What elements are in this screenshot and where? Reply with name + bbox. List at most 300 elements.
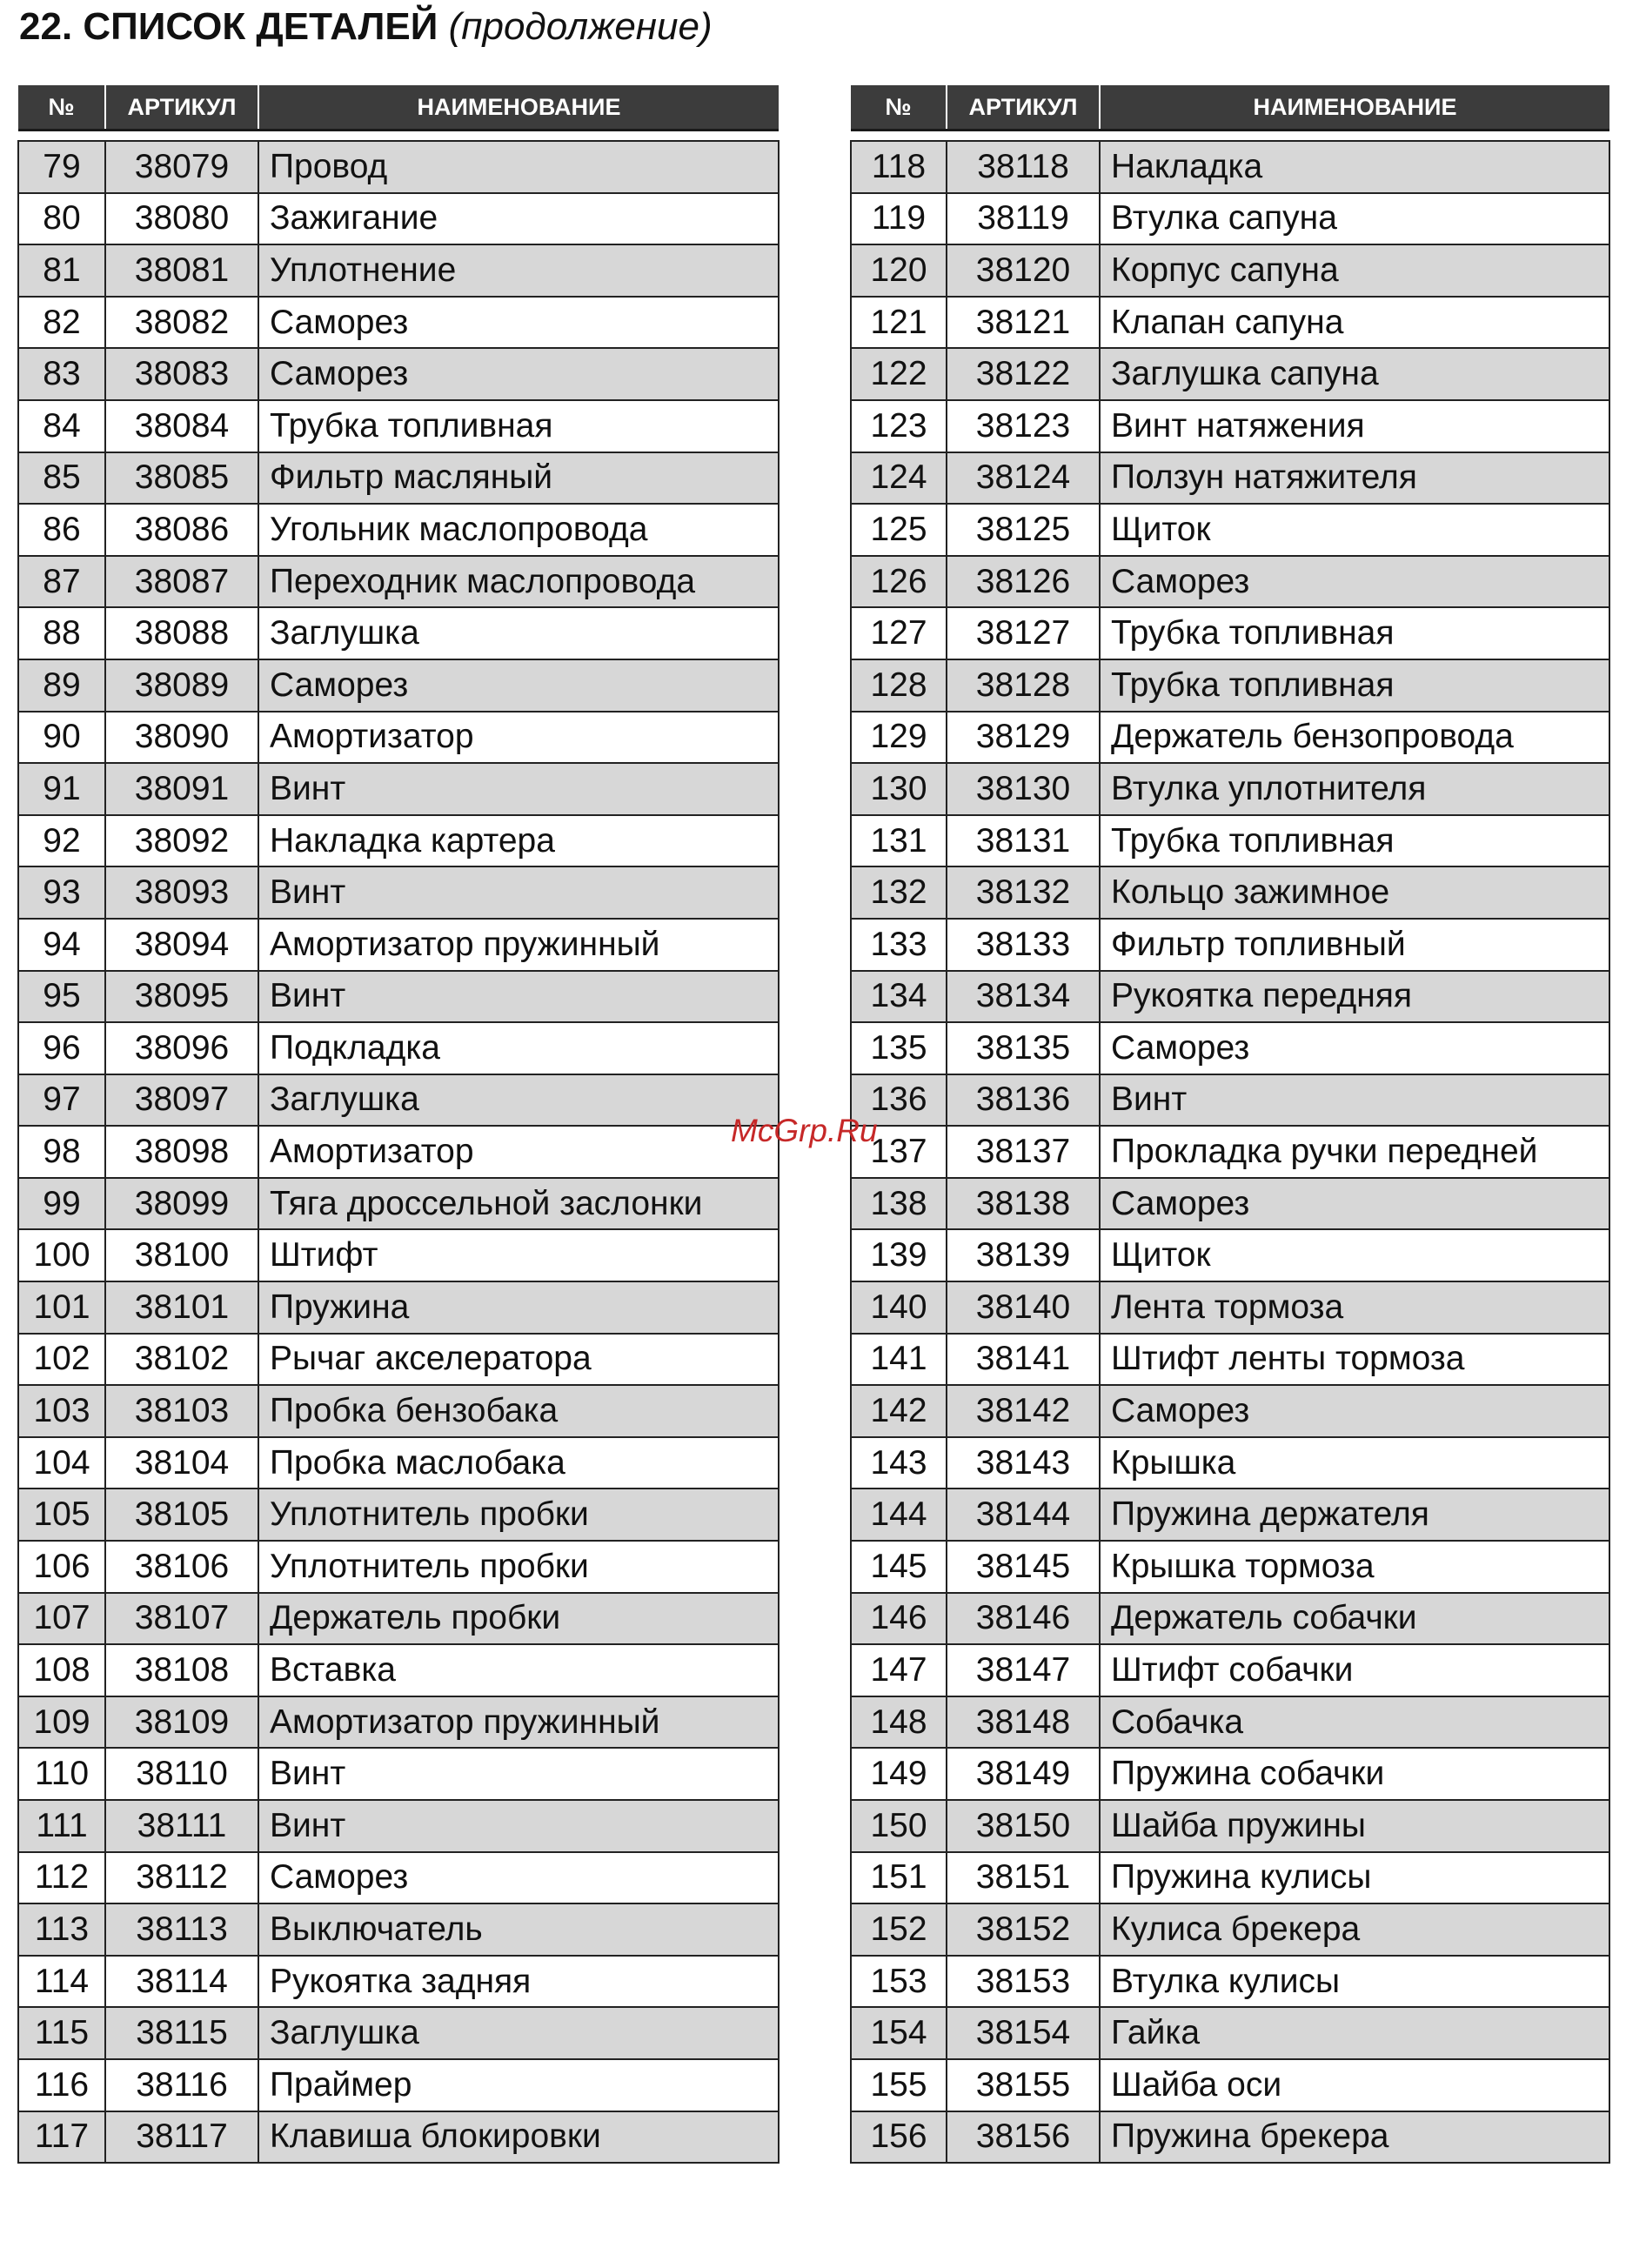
article-cell: 38115 [105, 2007, 258, 2059]
part-name-cell: Трубка топливная [1100, 815, 1609, 867]
part-name-cell: Втулка кулисы [1100, 1956, 1609, 2008]
part-name-cell: Выключатель [258, 1903, 779, 1956]
part-number-cell: 140 [851, 1281, 947, 1334]
part-number-cell: 97 [18, 1074, 105, 1127]
part-name-cell: Штифт собачки [1100, 1644, 1609, 1696]
part-name-cell: Подкладка [258, 1022, 779, 1074]
article-cell: 38108 [105, 1644, 258, 1696]
parts-table-left [17, 85, 780, 2164]
part-number-cell: 93 [18, 866, 105, 919]
table-row [18, 971, 779, 1023]
part-name-cell: Саморез [258, 297, 779, 349]
article-cell: 38101 [105, 1281, 258, 1334]
part-number-cell: 80 [18, 193, 105, 245]
article-cell: 38142 [947, 1385, 1100, 1437]
article-cell: 38129 [947, 712, 1100, 764]
part-name-cell: Рукоятка передняя [1100, 971, 1609, 1023]
article-cell: 38097 [105, 1074, 258, 1127]
part-name-cell: Трубка топливная [1100, 659, 1609, 712]
article-cell: 38109 [105, 1696, 258, 1749]
part-number-cell: 90 [18, 712, 105, 764]
table-row [18, 1644, 779, 1696]
part-name-cell: Винт [258, 1800, 779, 1852]
table-row [18, 1541, 779, 1593]
part-number-cell: 107 [18, 1593, 105, 1645]
table-row [18, 2111, 779, 2164]
header-article: АРТИКУЛ [105, 85, 258, 130]
part-number-cell: 86 [18, 504, 105, 556]
part-name-cell: Уплотнение [258, 244, 779, 297]
part-name-cell: Амортизатор пружинный [258, 1696, 779, 1749]
part-name-cell: Саморез [258, 1852, 779, 1904]
article-cell: 38090 [105, 712, 258, 764]
part-number-cell: 119 [851, 193, 947, 245]
part-number-cell: 156 [851, 2111, 947, 2164]
part-name-cell: Рукоятка задняя [258, 1956, 779, 2008]
table-row [18, 1437, 779, 1489]
part-number-cell: 91 [18, 763, 105, 815]
part-number-cell: 146 [851, 1593, 947, 1645]
article-cell: 38135 [947, 1022, 1100, 1074]
part-name-cell: Накладка картера [258, 815, 779, 867]
part-name-cell: Заглушка сапуна [1100, 348, 1609, 400]
part-number-cell: 129 [851, 712, 947, 764]
table-row [18, 1074, 779, 1127]
part-number-cell: 136 [851, 1074, 947, 1127]
header-num: № [851, 85, 947, 130]
article-cell: 38085 [105, 452, 258, 505]
table-row [18, 866, 779, 919]
part-name-cell: Саморез [1100, 556, 1609, 608]
part-number-cell: 116 [18, 2059, 105, 2111]
part-number-cell: 109 [18, 1696, 105, 1749]
part-name-cell: Держатель собачки [1100, 1593, 1609, 1645]
table-row [851, 1852, 1609, 1904]
article-cell: 38089 [105, 659, 258, 712]
article-cell: 38138 [947, 1178, 1100, 1230]
part-name-cell: Вставка [258, 1644, 779, 1696]
parts-table-right-container [850, 85, 1610, 2164]
part-name-cell: Пружина держателя [1100, 1489, 1609, 1541]
table-row [851, 1800, 1609, 1852]
article-cell: 38123 [947, 400, 1100, 452]
article-cell: 38154 [947, 2007, 1100, 2059]
part-name-cell: Кулиса брекера [1100, 1903, 1609, 1956]
part-number-cell: 139 [851, 1229, 947, 1281]
part-number-cell: 96 [18, 1022, 105, 1074]
part-name-cell: Винт [258, 1748, 779, 1800]
article-cell: 38102 [105, 1334, 258, 1386]
part-number-cell: 104 [18, 1437, 105, 1489]
table-row [18, 1178, 779, 1230]
table-row [18, 244, 779, 297]
article-cell: 38079 [105, 141, 258, 193]
table-row [18, 659, 779, 712]
part-number-cell: 144 [851, 1489, 947, 1541]
article-cell: 38128 [947, 659, 1100, 712]
part-number-cell: 94 [18, 919, 105, 971]
table-row [18, 2059, 779, 2111]
table-row [851, 2059, 1609, 2111]
part-number-cell: 141 [851, 1334, 947, 1386]
part-number-cell: 130 [851, 763, 947, 815]
article-cell: 38152 [947, 1903, 1100, 1956]
parts-table-left-container [17, 85, 780, 2164]
part-number-cell: 85 [18, 452, 105, 505]
part-name-cell: Заглушка [258, 1074, 779, 1127]
table-header-row [851, 85, 1609, 130]
table-row [851, 1126, 1609, 1178]
table-row [851, 452, 1609, 505]
table-row [851, 1074, 1609, 1127]
part-number-cell: 126 [851, 556, 947, 608]
table-row [851, 1644, 1609, 1696]
parts-table-right [850, 85, 1610, 2164]
part-number-cell: 142 [851, 1385, 947, 1437]
table-row [18, 815, 779, 867]
article-cell: 38119 [947, 193, 1100, 245]
table-row [18, 1593, 779, 1645]
article-cell: 38136 [947, 1074, 1100, 1127]
table-row [18, 141, 779, 193]
table-row [851, 2111, 1609, 2164]
article-cell: 38086 [105, 504, 258, 556]
article-cell: 38104 [105, 1437, 258, 1489]
table-row [851, 1437, 1609, 1489]
part-number-cell: 103 [18, 1385, 105, 1437]
article-cell: 38116 [105, 2059, 258, 2111]
article-cell: 38144 [947, 1489, 1100, 1541]
part-name-cell: Винт [258, 763, 779, 815]
article-cell: 38153 [947, 1956, 1100, 2008]
article-cell: 38155 [947, 2059, 1100, 2111]
part-name-cell: Корпус сапуна [1100, 244, 1609, 297]
table-row [851, 1385, 1609, 1437]
part-name-cell: Саморез [1100, 1178, 1609, 1230]
part-name-cell: Накладка [1100, 141, 1609, 193]
table-row [18, 1281, 779, 1334]
article-cell: 38082 [105, 297, 258, 349]
part-name-cell: Переходник маслопровода [258, 556, 779, 608]
article-cell: 38125 [947, 504, 1100, 556]
header-num: № [18, 85, 105, 130]
part-name-cell: Саморез [1100, 1022, 1609, 1074]
article-cell: 38114 [105, 1956, 258, 2008]
table-row [851, 400, 1609, 452]
table-row [18, 2007, 779, 2059]
part-number-cell: 83 [18, 348, 105, 400]
part-name-cell: Кольцо зажимное [1100, 866, 1609, 919]
part-name-cell: Саморез [1100, 1385, 1609, 1437]
part-number-cell: 99 [18, 1178, 105, 1230]
part-number-cell: 114 [18, 1956, 105, 2008]
page-title [19, 0, 713, 54]
part-number-cell: 117 [18, 2111, 105, 2164]
part-number-cell: 115 [18, 2007, 105, 2059]
article-cell: 38105 [105, 1489, 258, 1541]
part-number-cell: 110 [18, 1748, 105, 1800]
article-cell: 38081 [105, 244, 258, 297]
part-number-cell: 92 [18, 815, 105, 867]
table-row [851, 815, 1609, 867]
table-row [18, 1852, 779, 1904]
part-number-cell: 112 [18, 1852, 105, 1904]
table-row [18, 919, 779, 971]
part-name-cell: Пружина кулисы [1100, 1852, 1609, 1904]
table-row [18, 1903, 779, 1956]
article-cell: 38095 [105, 971, 258, 1023]
part-name-cell: Пробка маслобака [258, 1437, 779, 1489]
part-name-cell: Саморез [258, 348, 779, 400]
part-name-cell: Саморез [258, 659, 779, 712]
part-name-cell: Трубка топливная [258, 400, 779, 452]
part-number-cell: 118 [851, 141, 947, 193]
article-cell: 38149 [947, 1748, 1100, 1800]
section-subtitle: (продолжение) [448, 5, 713, 48]
article-cell: 38120 [947, 244, 1100, 297]
part-name-cell: Крышка [1100, 1437, 1609, 1489]
article-cell: 38096 [105, 1022, 258, 1074]
article-cell: 38145 [947, 1541, 1100, 1593]
table-row [851, 141, 1609, 193]
part-number-cell: 131 [851, 815, 947, 867]
table-row [851, 1696, 1609, 1749]
parts-table-right-body [851, 141, 1609, 2163]
table-row [851, 348, 1609, 400]
article-cell: 38080 [105, 193, 258, 245]
table-row [18, 1022, 779, 1074]
part-number-cell: 95 [18, 971, 105, 1023]
article-cell: 38151 [947, 1852, 1100, 1904]
table-row [18, 400, 779, 452]
table-row [851, 763, 1609, 815]
part-number-cell: 82 [18, 297, 105, 349]
part-name-cell: Ползун натяжителя [1100, 452, 1609, 505]
parts-table-left-body [18, 141, 779, 2163]
part-number-cell: 154 [851, 2007, 947, 2059]
table-row [18, 1696, 779, 1749]
table-row [18, 504, 779, 556]
part-name-cell: Винт [258, 971, 779, 1023]
part-name-cell: Пробка бензобака [258, 1385, 779, 1437]
article-cell: 38091 [105, 763, 258, 815]
part-number-cell: 152 [851, 1903, 947, 1956]
article-cell: 38133 [947, 919, 1100, 971]
table-row [851, 659, 1609, 712]
part-name-cell: Клавиша блокировки [258, 2111, 779, 2164]
part-number-cell: 125 [851, 504, 947, 556]
part-name-cell: Крышка тормоза [1100, 1541, 1609, 1593]
part-name-cell: Щиток [1100, 1229, 1609, 1281]
table-row [851, 866, 1609, 919]
part-name-cell: Клапан сапуна [1100, 297, 1609, 349]
part-name-cell: Рычаг акселератора [258, 1334, 779, 1386]
article-cell: 38130 [947, 763, 1100, 815]
article-cell: 38124 [947, 452, 1100, 505]
section-number: 22. [19, 5, 73, 48]
part-number-cell: 84 [18, 400, 105, 452]
header-name: НАИМЕНОВАНИЕ [1100, 85, 1609, 130]
part-number-cell: 81 [18, 244, 105, 297]
article-cell: 38118 [947, 141, 1100, 193]
article-cell: 38088 [105, 607, 258, 659]
part-number-cell: 122 [851, 348, 947, 400]
part-name-cell: Щиток [1100, 504, 1609, 556]
part-name-cell: Держатель пробки [258, 1593, 779, 1645]
part-number-cell: 138 [851, 1178, 947, 1230]
table-row [18, 712, 779, 764]
table-row [18, 452, 779, 505]
table-row [851, 1229, 1609, 1281]
part-name-cell: Тяга дроссельной заслонки [258, 1178, 779, 1230]
part-number-cell: 105 [18, 1489, 105, 1541]
article-cell: 38148 [947, 1696, 1100, 1749]
part-number-cell: 89 [18, 659, 105, 712]
part-name-cell: Прокладка ручки передней [1100, 1126, 1609, 1178]
table-row [851, 297, 1609, 349]
part-name-cell: Винт [258, 866, 779, 919]
part-number-cell: 121 [851, 297, 947, 349]
part-name-cell: Собачка [1100, 1696, 1609, 1749]
part-name-cell: Лента тормоза [1100, 1281, 1609, 1334]
table-row [18, 193, 779, 245]
part-name-cell: Пружина собачки [1100, 1748, 1609, 1800]
part-number-cell: 108 [18, 1644, 105, 1696]
table-row [851, 244, 1609, 297]
part-name-cell: Фильтр топливный [1100, 919, 1609, 971]
article-cell: 38156 [947, 2111, 1100, 2164]
part-number-cell: 145 [851, 1541, 947, 1593]
article-cell: 38093 [105, 866, 258, 919]
table-row [851, 2007, 1609, 2059]
table-row [851, 1956, 1609, 2008]
article-cell: 38140 [947, 1281, 1100, 1334]
table-row [18, 1385, 779, 1437]
table-row [851, 1489, 1609, 1541]
article-cell: 38103 [105, 1385, 258, 1437]
article-cell: 38110 [105, 1748, 258, 1800]
part-name-cell: Амортизатор [258, 1126, 779, 1178]
part-name-cell: Фильтр масляный [258, 452, 779, 505]
article-cell: 38106 [105, 1541, 258, 1593]
table-row [18, 607, 779, 659]
article-cell: 38127 [947, 607, 1100, 659]
article-cell: 38137 [947, 1126, 1100, 1178]
part-name-cell: Трубка топливная [1100, 607, 1609, 659]
table-row [851, 607, 1609, 659]
article-cell: 38131 [947, 815, 1100, 867]
part-name-cell: Винт [1100, 1074, 1609, 1127]
watermark-text: McGrp.Ru [731, 1113, 878, 1148]
part-name-cell: Штифт ленты тормоза [1100, 1334, 1609, 1386]
part-name-cell: Амортизатор пружинный [258, 919, 779, 971]
article-cell: 38146 [947, 1593, 1100, 1645]
part-number-cell: 79 [18, 141, 105, 193]
article-cell: 38143 [947, 1437, 1100, 1489]
article-cell: 38084 [105, 400, 258, 452]
part-number-cell: 128 [851, 659, 947, 712]
article-cell: 38147 [947, 1644, 1100, 1696]
article-cell: 38099 [105, 1178, 258, 1230]
article-cell: 38112 [105, 1852, 258, 1904]
article-cell: 38117 [105, 2111, 258, 2164]
part-name-cell: Шайба оси [1100, 2059, 1609, 2111]
table-row [851, 1541, 1609, 1593]
article-cell: 38098 [105, 1126, 258, 1178]
part-name-cell: Гайка [1100, 2007, 1609, 2059]
part-number-cell: 133 [851, 919, 947, 971]
table-row [18, 348, 779, 400]
part-number-cell: 102 [18, 1334, 105, 1386]
article-cell: 38134 [947, 971, 1100, 1023]
table-row [851, 1334, 1609, 1386]
part-number-cell: 88 [18, 607, 105, 659]
article-cell: 38092 [105, 815, 258, 867]
part-name-cell: Втулка сапуна [1100, 193, 1609, 245]
part-number-cell: 127 [851, 607, 947, 659]
part-name-cell: Втулка уплотнителя [1100, 763, 1609, 815]
header-article: АРТИКУЛ [947, 85, 1100, 130]
table-row [851, 1748, 1609, 1800]
article-cell: 38107 [105, 1593, 258, 1645]
table-row [851, 1903, 1609, 1956]
part-number-cell: 132 [851, 866, 947, 919]
article-cell: 38087 [105, 556, 258, 608]
part-number-cell: 101 [18, 1281, 105, 1334]
part-number-cell: 155 [851, 2059, 947, 2111]
part-number-cell: 143 [851, 1437, 947, 1489]
article-cell: 38150 [947, 1800, 1100, 1852]
article-cell: 38113 [105, 1903, 258, 1956]
part-number-cell: 120 [851, 244, 947, 297]
part-name-cell: Уплотнитель пробки [258, 1541, 779, 1593]
table-row [18, 1126, 779, 1178]
header-name: НАИМЕНОВАНИЕ [258, 85, 779, 130]
part-number-cell: 148 [851, 1696, 947, 1749]
part-name-cell: Провод [258, 141, 779, 193]
part-number-cell: 135 [851, 1022, 947, 1074]
table-row [18, 1800, 779, 1852]
part-name-cell: Угольник маслопровода [258, 504, 779, 556]
part-number-cell: 153 [851, 1956, 947, 2008]
article-cell: 38083 [105, 348, 258, 400]
article-cell: 38139 [947, 1229, 1100, 1281]
article-cell: 38132 [947, 866, 1100, 919]
article-cell: 38100 [105, 1229, 258, 1281]
part-number-cell: 87 [18, 556, 105, 608]
part-number-cell: 100 [18, 1229, 105, 1281]
table-row [851, 919, 1609, 971]
part-name-cell: Уплотнитель пробки [258, 1489, 779, 1541]
article-cell: 38094 [105, 919, 258, 971]
part-number-cell: 123 [851, 400, 947, 452]
part-number-cell: 134 [851, 971, 947, 1023]
table-row [851, 1178, 1609, 1230]
table-row [851, 193, 1609, 245]
part-name-cell: Шайба пружины [1100, 1800, 1609, 1852]
part-number-cell: 106 [18, 1541, 105, 1593]
table-row [851, 556, 1609, 608]
article-cell: 38141 [947, 1334, 1100, 1386]
table-row [851, 504, 1609, 556]
part-number-cell: 150 [851, 1800, 947, 1852]
part-number-cell: 98 [18, 1126, 105, 1178]
section-title: СПИСОК ДЕТАЛЕЙ [83, 5, 438, 48]
table-row [18, 297, 779, 349]
table-row [851, 1281, 1609, 1334]
table-row [18, 763, 779, 815]
part-number-cell: 137 [851, 1126, 947, 1178]
